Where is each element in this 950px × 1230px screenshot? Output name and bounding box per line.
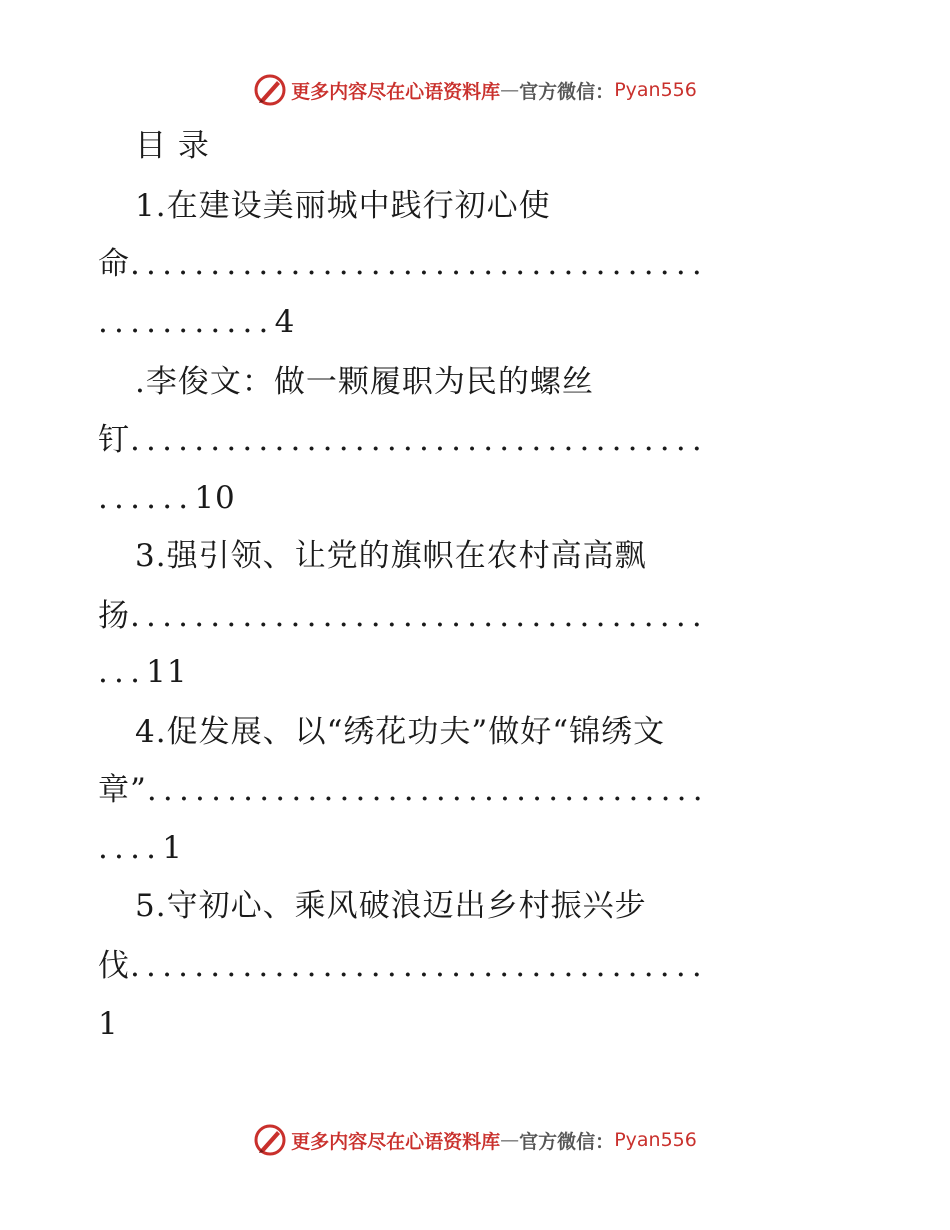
toc-entry-3-line2 [98, 596, 845, 636]
footer-banner [0, 1120, 950, 1160]
toc-entry-5-title-end: 伐 [98, 948, 130, 984]
toc-entry-2-title: .李俊文：做一颗履职为民的螺丝 [135, 364, 594, 400]
toc-entry-3-title: 3.强引领、让党的旗帜在农村高高飘 [135, 538, 647, 574]
toc-entry-2-line2 [98, 420, 845, 460]
toc-entry-4-title: 4.促发展、以“绣花功夫”做好“锦绣文 [135, 714, 666, 750]
pen-logo-icon [253, 1123, 287, 1157]
toc-entry-3-leader: .................................... [130, 598, 708, 634]
toc-entry-1-title-end: 命 [98, 246, 130, 282]
toc-entry-5-line2 [98, 946, 845, 986]
toc-entry-5-page: 1 [98, 1006, 119, 1042]
toc-entry-1-leader: .................................... [130, 246, 708, 282]
toc-entry-4-title-end: 章” [98, 772, 147, 808]
toc-entry-4-leader: ................................... [146, 772, 709, 808]
toc-entry-1-leader-cont: ........... [98, 304, 275, 340]
toc-entry-2-leader: .................................... [130, 422, 708, 458]
banner-wechat-id: Pyan556 [614, 79, 697, 101]
toc-entry-1-title: 1.在建设美丽城中践行初心使 [135, 188, 551, 224]
toc-entry-1-page: 4 [274, 304, 296, 340]
banner-wechat-label: 官方微信： [519, 1130, 615, 1153]
toc-heading: 目 录 [135, 128, 210, 164]
banner-main-text: 更多内容尽在心语资料库 [291, 1130, 501, 1153]
pen-logo-icon [253, 73, 287, 107]
toc-entry-2-line3 [98, 478, 845, 518]
toc-entry-3-page: 11 [146, 654, 188, 690]
banner-wechat-label: 官方微信： [519, 80, 615, 103]
toc-entry-3-title-end: 扬 [98, 598, 130, 634]
toc-entry-4-leader-cont: .... [98, 830, 163, 866]
toc-entry-4-page: 1 [162, 830, 183, 866]
toc-entry-1-line3 [98, 302, 845, 342]
toc-entry-4-line3 [98, 828, 845, 868]
toc-entry-1-line2 [98, 244, 845, 284]
toc-entry-2-title-end: 钉 [98, 422, 130, 458]
toc-entry-5-leader: .................................... [130, 948, 708, 984]
banner-wechat-id: Pyan556 [614, 1129, 697, 1151]
toc-entry-5-line3 [98, 1004, 845, 1044]
toc-entry-2-leader-cont: ...... [98, 480, 195, 516]
toc-entry-2-page: 10 [194, 480, 236, 516]
header-banner [0, 70, 950, 110]
banner-dash: — [500, 1129, 520, 1151]
banner-main-text: 更多内容尽在心语资料库 [291, 80, 501, 103]
toc-entry-3-line3 [98, 652, 845, 692]
banner-dash: — [500, 79, 520, 101]
toc-entry-4-line2 [98, 770, 845, 810]
toc-entry-5-title: 5.守初心、乘风破浪迈出乡村振兴步 [135, 888, 647, 924]
toc-entry-3-leader-cont: ... [98, 654, 147, 690]
